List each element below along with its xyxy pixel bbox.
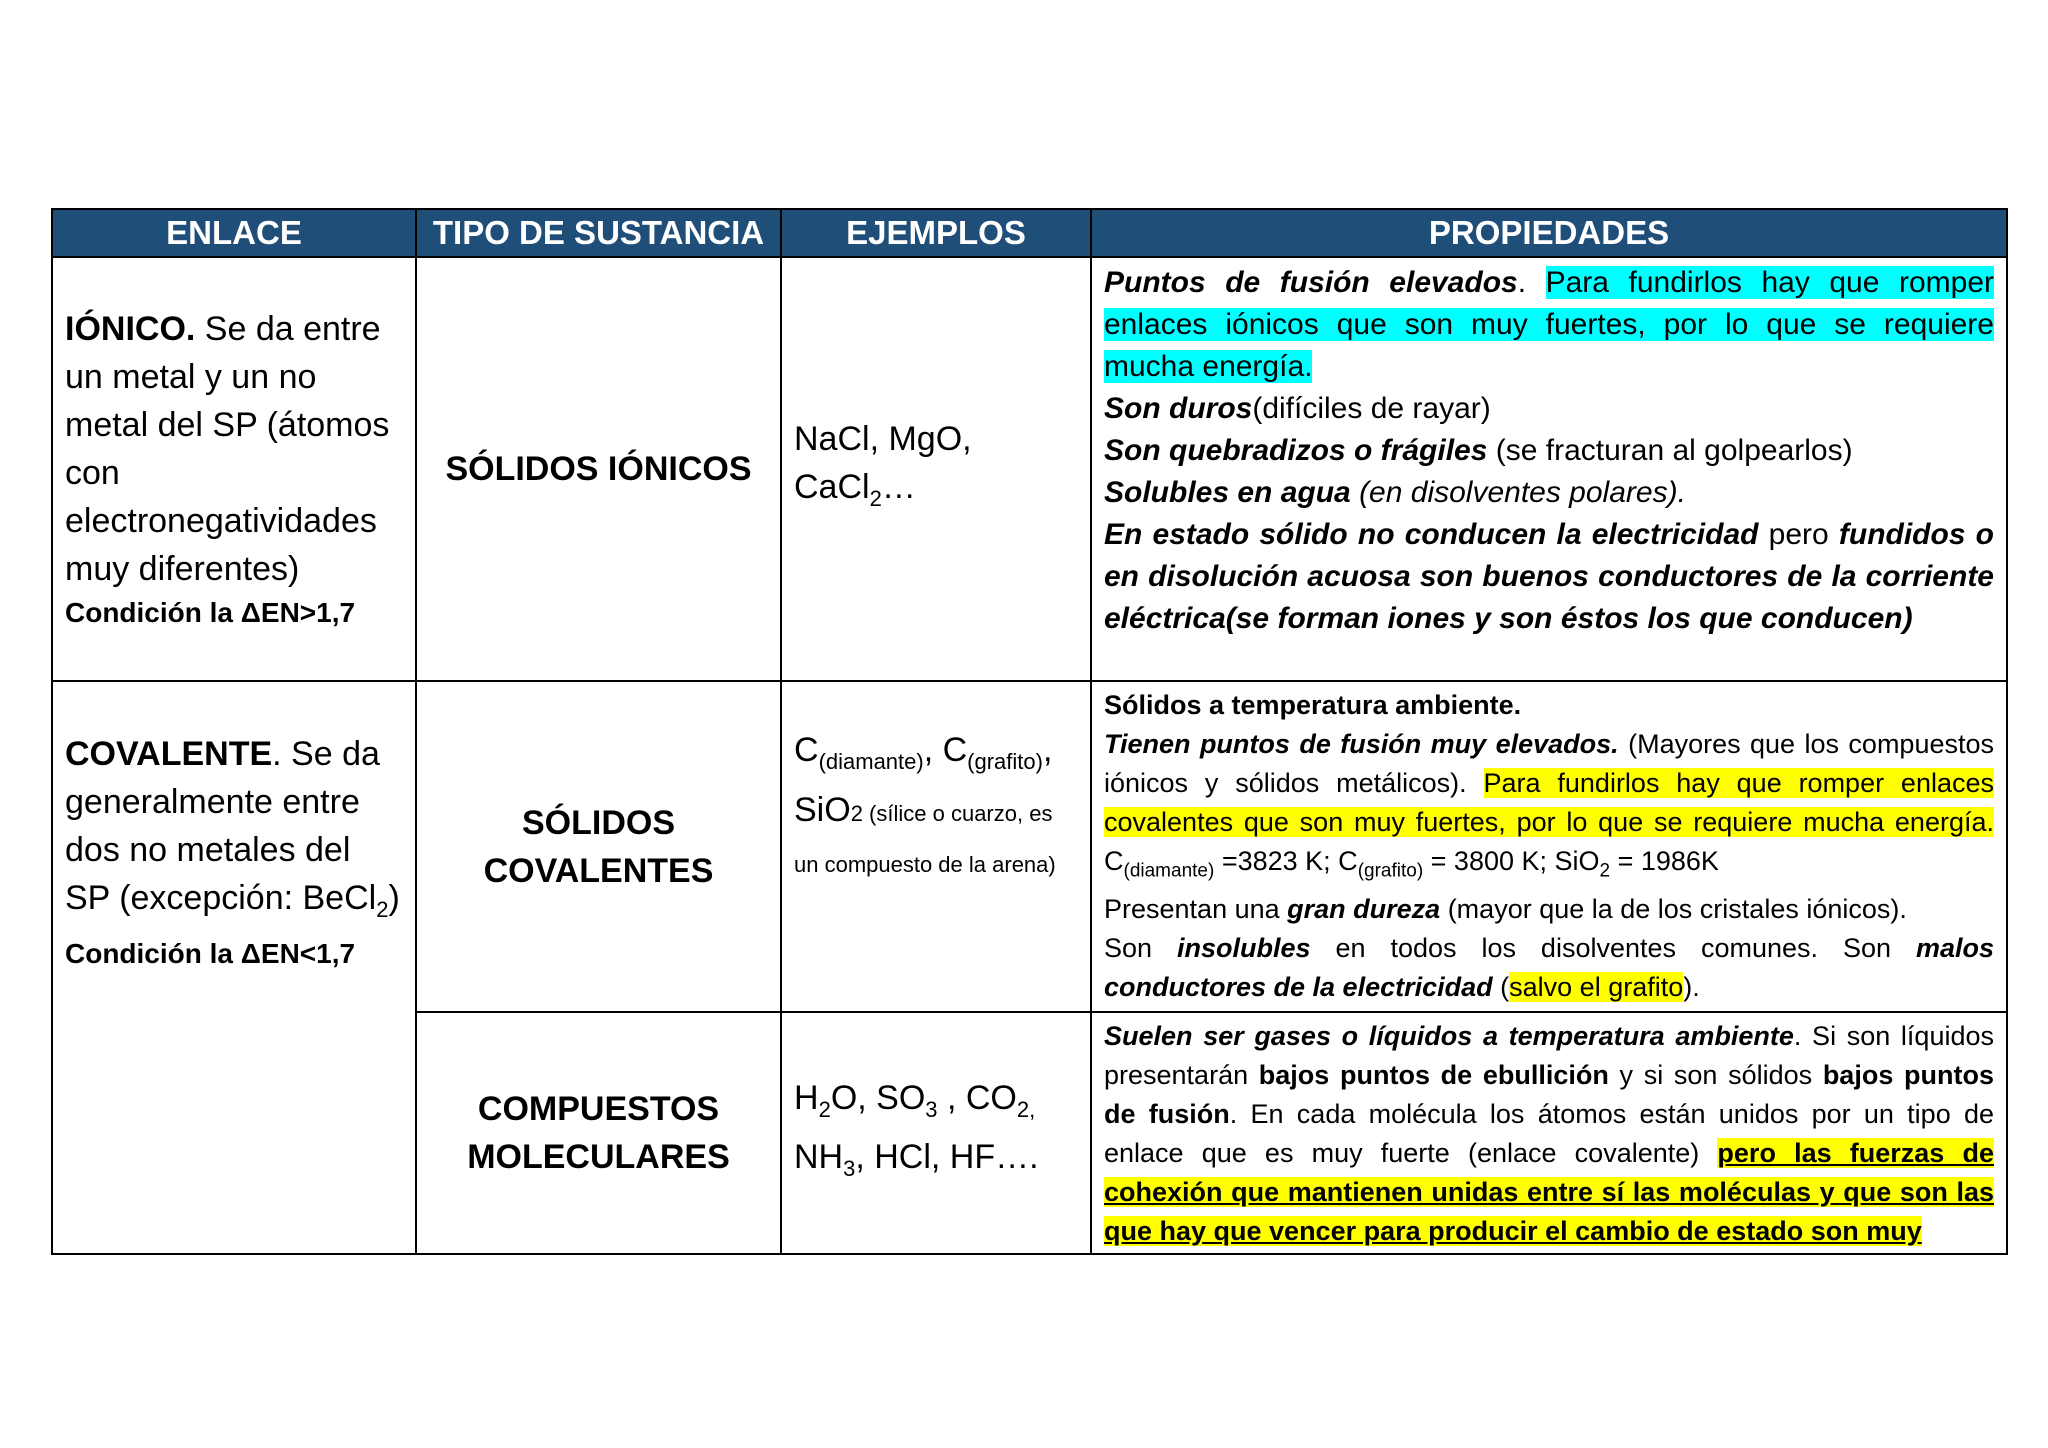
prop-ionico-fusion: Puntos de fusión elevados. Para fundirlos hay que romper enlaces iónicos que son muy fuertes, por lo que se requiere mucha energía. [1104,266,1994,383]
cell-tipo-solidos-covalentes: SÓLIDOS COVALENTES [416,681,781,1012]
prop-cov-dureza: Presentan una gran dureza (mayor que la de los cristales iónicos). [1104,894,1907,925]
row-ionico [52,257,2007,681]
cell-propiedades-ionico [1091,257,2007,681]
header-enlace: ENLACE [52,209,416,257]
bond-types-table [51,208,2008,1255]
prop-ionico-quebradizos: Son quebradizos o frágiles (se fracturan al golpearlos) [1104,434,1853,467]
prop-ionico-conductividad: En estado sólido no conducen la electricidad pero fundidos o en disolución acuosa son buenos conductores de la corriente eléctrica(se forman iones y son éstos los que conducen) [1104,518,1995,635]
ejemplos-cov-line1: $C_{(diamante)}$, $C_{(grafito)}$, [794,731,1053,774]
prop-mol-text: Suelen ser gases o líquidos a temperatura ambiente. Si son líquidos presentarán bajos puntos de ebullición y si son sólidos bajos puntos de fusión. En cada molécula los átomos están unidos por un tipo de enlace que es muy fuerte (enlace covalente) pero las fuerzas de cohexión que mantienen unidas entre sí las moléculas y que son las que hay que vencer para producir el cambio de estado son muy [1104,1021,1994,1247]
condicion-covalente: Condición la ΔEN<1,7 [65,937,356,969]
enlace-covalente-desc: . Se da generalmente entre dos no metales del SP (excepción: BeCl$_2$) [65,735,400,922]
cell-propiedades-moleculares [1091,1012,2007,1254]
header-row [52,209,2007,257]
cell-ejemplos-moleculares [781,1012,1091,1254]
enlace-ionico-desc: Se da entre un metal y un no metal del SP (átomos con electronegatividades muy diferentes) [65,310,390,588]
prop-cov-solubilidad: Son insolubles en todos los disolventes comunes. Son malos conductores de la electricidad (salvo el grafito). [1104,933,1994,1003]
cell-tipo-ionico: SÓLIDOS IÓNICOS [416,257,781,681]
header-ejemplos: EJEMPLOS [781,209,1091,257]
row-covalente-solidos [52,681,2007,1012]
ejemplos-mol-line1: $H_2O$, $SO_3$ , $CO_{2,}$ [794,1078,1036,1122]
cell-tipo-compuestos-moleculares: COMPUESTOS MOLECULARES [416,1012,781,1254]
ejemplos-cov-line2: SiO2 (sílice o cuarzo, es un compuesto de la arena) [794,790,1056,877]
cell-propiedades-solidos-covalentes [1091,681,2007,1012]
ejemplos-mol-line2: $NH_3$, HCl, HF…. [794,1138,1039,1182]
prop-cov-fusion: Tienen puntos de fusión muy elevados. (Mayores que los compuestos iónicos y sólidos metálicos). Para fundirlos hay que romper enlaces covalentes que son muy fuertes, por lo que se requiere mucha energía. $C_{(diamante)} =3823$ K; $C_{(grafito)} = 3800$ K; SiO$_2$ = 1986K [1104,729,1994,882]
cell-ejemplos-ionico [781,257,1091,681]
header-propiedades: PROPIEDADES [1091,209,2007,257]
condicion-ionico: Condición la ΔEN>1,7 [65,597,356,628]
cell-ejemplos-solidos-covalentes [781,681,1091,1012]
ejemplos-ionico-line2: CaCl$_2$… [794,468,916,511]
properties-table-container [51,208,2006,1247]
cell-enlace-covalente [52,681,416,1254]
prop-ionico-solubles: Solubles en agua (en disolventes polares). [1104,476,1686,509]
ejemplos-ionico-line1: NaCl, MgO, [794,420,972,459]
prop-ionico-duros: Son duros(difíciles de rayar) [1104,392,1491,425]
enlace-covalente-title: COVALENTE [65,735,273,773]
cell-enlace-ionico [52,257,416,681]
header-tipo-sustancia: TIPO DE SUSTANCIA [416,209,781,257]
prop-cov-estado: Sólidos a temperatura ambiente. [1104,690,1522,720]
enlace-ionico-title: IÓNICO. [65,310,196,348]
